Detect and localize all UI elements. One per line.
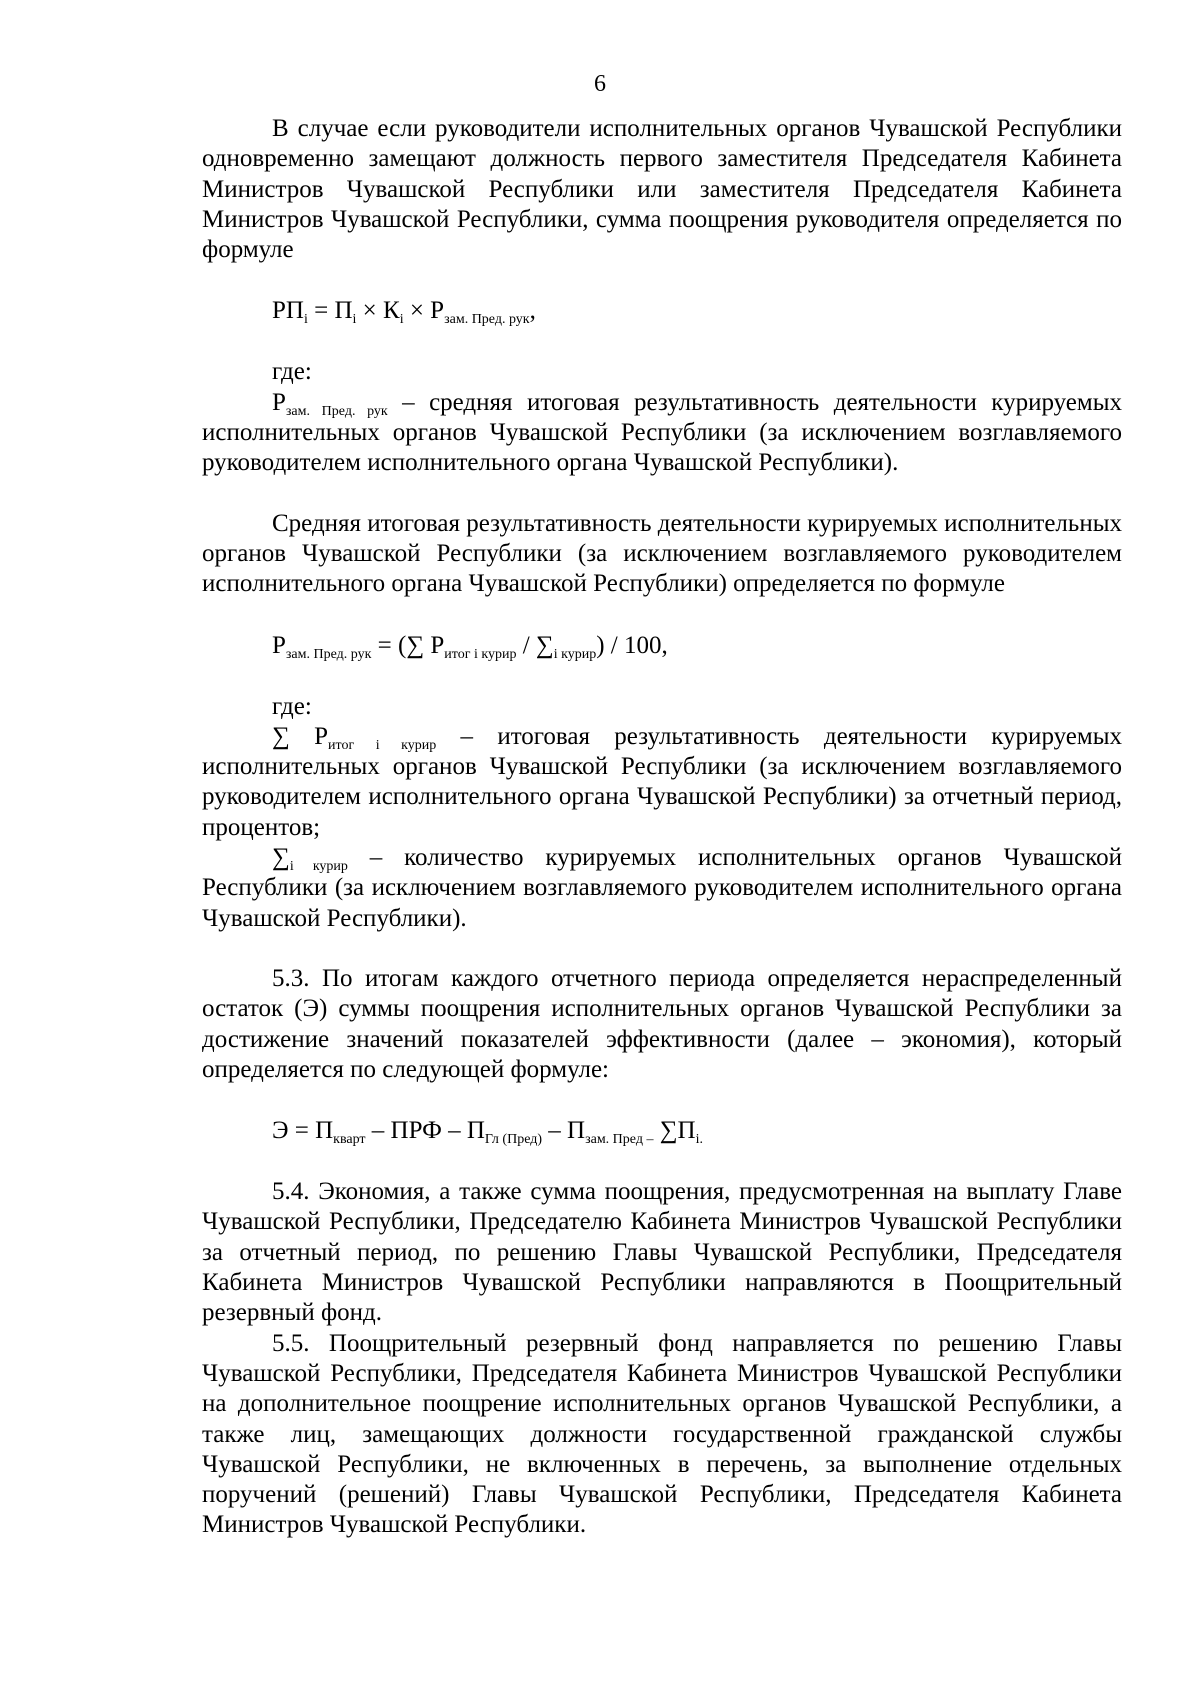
- paragraph-5-5: 5.5. Поощрительный резервный фонд направляется по решению Главы Чувашской Республики, Председателя Кабинета Министров Чувашской Республики на дополнительное поощрение исполнительных органов Чувашской Республики, а также лиц, замещающих должности государственной гражданской службы Чувашской Республики, не включенных в перечень, за выполнение отдельных поручений (решений) Главы Чувашской Республики, Председателя Кабинета Министров Чувашской Республики.: [202, 1329, 1122, 1539]
- definition-rzp: $Р_{зам. Пред. рук}$ – средняя итоговая результативность деятельности курируемых исполнительных органов Чувашской Республики (за исключением возглавляемого руководителем исполнительного органа Чувашской Республики).: [202, 388, 1122, 477]
- formula-rzp: $Р_{зам. Пред. рук}$ = (∑ $Р_{итог i курир} / \sum_{i курир}) / 100$,: [272, 631, 668, 662]
- document-body: [202, 114, 1122, 1541]
- formula-rp: $РП_i = П_i \times К_i \times Р_{зам. Пред. рук}$,: [272, 297, 536, 328]
- formula-economy: $Э = П_{кварт}$ – ПРФ – $П_{Гл (Пред)} - П_{зам. Пред -}$ $\sum П_{i.}$: [272, 1117, 703, 1148]
- paragraph-average: Средняя итоговая результативность деятельности курируемых исполнительных органов Чувашской Республики (за исключением возглавляемого руководителем исполнительного органа Чувашской Республики) определяется по формуле: [202, 509, 1122, 598]
- paragraph-intro: В случае если руководители исполнительных органов Чувашской Республики одновременно замещают должность первого заместителя Председателя Кабинета Министров Чувашской Республики или заместителя Председателя Кабинета Министров Чувашской Республики, сумма поощрения руководителя определяется по формуле: [202, 115, 1122, 264]
- paragraph-5-3: 5.3. По итогам каждого отчетного периода определяется нераспределенный остаток (Э) суммы поощрения исполнительных органов Чувашской Республики за достижение значений показателей эффективности (далее – экономия), который определяется по следующей формуле:: [202, 964, 1122, 1083]
- definition-sum-itog: ∑ $Р_{итог i курир}$ – итоговая результативность деятельности курируемых исполнительных органов Чувашской Республики (за исключением возглавляемого руководителем исполнительного органа Чувашской Республики) за отчетный период, процентов;: [202, 722, 1122, 841]
- definition-count-kurir: $\sum_{i курир}$ – количество курируемых исполнительных органов Чувашской Республики (за исключением возглавляемого руководителем исполнительного органа Чувашской Республики).: [202, 844, 1122, 932]
- where-label-2: где:: [272, 692, 312, 720]
- paragraph-5-4: 5.4. Экономия, а также сумма поощрения, предусмотренная на выплату Главе Чувашской Республики, Председателю Кабинета Министров Чувашской Республики за отчетный период, по решению Главы Чувашской Республики, Председателя Кабинета Министров Чувашской Республики направляются в Поощрительный резервный фонд.: [202, 1178, 1122, 1327]
- page-number: 6: [594, 71, 606, 97]
- where-label: где:: [272, 358, 312, 386]
